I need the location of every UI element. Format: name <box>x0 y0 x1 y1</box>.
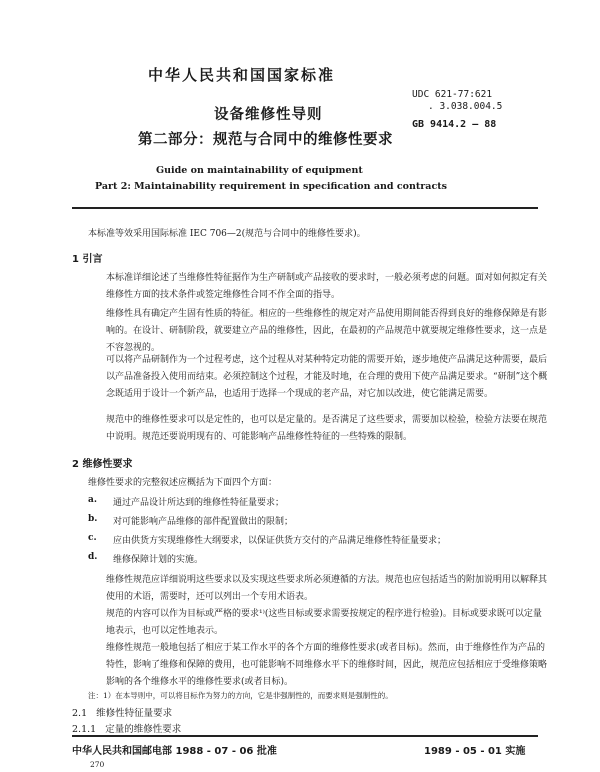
udc-code-cont: . 3.038.004.5 <box>428 101 503 112</box>
section-1-paragraph: 本标准详细论述了当维修性特征据作为生产研制或产品接收的要求时，一般必须考虑的问题。面对如何拟定有关维修性方面的技术条件或签定维修性合同不作全面的指导。 <box>106 273 548 300</box>
list-text: 应由供货方实现维修性大纲要求，以保证供货方交付的产品满足维修性特征量要求； <box>113 536 447 546</box>
title-cn-main: 设备维修性导则 <box>214 107 323 123</box>
section-2-lead: 维修性要求的完整叙述应概括为下面四个方面： <box>88 478 278 488</box>
subsection-2-1: 2.1 维修性特征量要求 <box>72 708 173 719</box>
gb-number: GB 9414.2 — 88 <box>412 119 497 130</box>
list-text: 维修保障计划的实施。 <box>113 555 204 565</box>
list-letter: a. <box>88 495 97 505</box>
list-letter: d. <box>88 552 98 562</box>
section-1-paragraph: 规范中的维修性要求可以是定性的，也可以是定量的。是否满足了这些要求，需要加以检验，检验方法要在规范中说明。规范还要说明现有的、可能影响产品维修性特征的一些特殊的限制。 <box>106 415 548 442</box>
bottom-rule <box>72 735 538 737</box>
list-text: 对可能影响产品维修的部件配置做出的限制； <box>113 517 294 527</box>
subsection-2-1-1: 2.1.1 定量的维修性要求 <box>72 724 182 735</box>
title-en-sub: Part 2: Maintainability requirement in specification and contracts <box>95 181 447 192</box>
implementation-date: 1989 - 05 - 01 实施 <box>424 746 526 757</box>
section-2-paragraph: 规范的内容可以作为目标或严格的要求¹⁾(这些目标或要求需要按规定的程序进行检验)。目标或要求既可以定量地表示，也可以定性地表示。 <box>106 609 542 636</box>
footnote: 注：1）在本导则中，可以将目标作为努力的方向，它是非强制性的，而要求则是强制性的。 <box>88 691 393 700</box>
top-rule <box>72 207 538 209</box>
section-1-heading: 1 引言 <box>72 254 103 265</box>
page-number: 270 <box>90 760 105 769</box>
udc-code: UDC 621-77:621 <box>412 89 493 100</box>
approval-line: 中华人民共和国邮电部 1988 - 07 - 06 批准 <box>72 746 277 757</box>
list-letter: c. <box>88 533 97 543</box>
section-2-paragraph: 维修性规范一般地包括了相应于某工作水平的各个方面的维修性要求(或者目标)。然而，由于维修性作为产品的特性，影响了维修和保障的费用，也可能影响不同维修水平下的维修时间，因此，规范应包括相应于受维修策略影响的各个维修水平的维修性要求(或者目标)。 <box>106 643 548 687</box>
list-letter: b. <box>88 514 98 524</box>
section-1-paragraph: 可以将产品研制作为一个过程考虑，这个过程从对某种特定功能的需要开始，逐步地使产品满足这种需要，最后以产品准备投入使用而结束。必须控制这个过程，才能及时地，在合理的费用下使产品满足要求。“研制”这个概念既适用于设计一个新产品，也适用于选择一个现成的老产品，对它加以改进，使它能满足需要。 <box>106 355 548 399</box>
title-cn-sub: 第二部分：规范与合同中的维修性要求 <box>138 132 393 148</box>
section-2-heading: 2 维修性要求 <box>72 459 133 470</box>
intro-paragraph: 本标准等效采用国际标准 IEC 706—2(规范与合同中的维修性要求)。 <box>88 229 366 239</box>
section-1-paragraph: 维修性具有确定产生固有性质的特征。相应的一些维修性的规定对产品使用期间能否得到良好的维修保障是有影响的。在设计、研制阶段，就要建立产品的维修性，因此，在最初的产品规范中就要规定维修性要求，这一点是不容忽视的。 <box>106 309 548 353</box>
title-en-main: Guide on maintainability of equipment <box>156 165 363 176</box>
list-text: 通过产品设计所达到的维修性特征量要求； <box>113 498 285 508</box>
standard-org-title: 中华人民共和国国家标准 <box>148 66 336 84</box>
section-2-paragraph: 维修性规范应详细说明这些要求以及实现这些要求所必须遵循的方法。规范也应包括适当的附加说明用以解释其使用的术语，需要时，还可以列出一个专用术语表。 <box>106 575 548 602</box>
